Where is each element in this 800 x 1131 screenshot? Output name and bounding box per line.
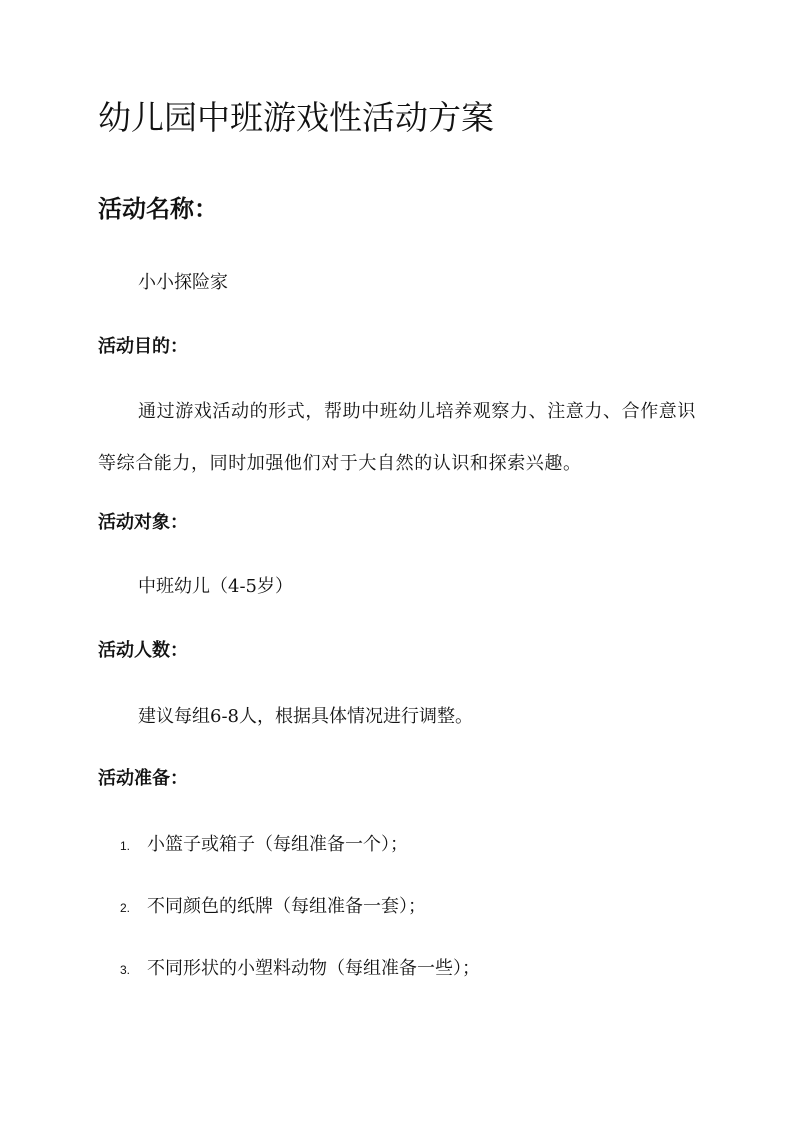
list-item-number: 3. xyxy=(120,963,131,977)
section-heading-activity-headcount: 活动人数： xyxy=(98,640,188,661)
list-item-text: 小篮子或箱子（每组准备一个）； xyxy=(147,834,408,855)
preparation-list-item xyxy=(120,956,480,982)
activity-target-text: 中班幼儿（4-5岁） xyxy=(138,576,293,597)
list-item-text: 不同形状的小塑料动物（每组准备一些）； xyxy=(147,958,480,979)
list-item-number: 2. xyxy=(120,901,131,915)
activity-purpose-text: 通过游戏活动的形式，帮助中班幼儿培养观察力、注意力、合作意识等综合能力，同时加强他们对于大自然的认识和探索兴趣。 xyxy=(98,401,696,474)
section-heading-activity-name: 活动名称： xyxy=(98,194,218,223)
section-heading-activity-preparation: 活动准备： xyxy=(98,768,188,789)
preparation-list-item xyxy=(120,832,408,858)
section-heading-activity-purpose: 活动目的： xyxy=(98,336,188,357)
list-item-text: 不同颜色的纸牌（每组准备一套）； xyxy=(147,896,426,917)
preparation-list-item xyxy=(120,894,426,920)
activity-name-text: 小小探险家 xyxy=(138,272,228,293)
list-item-number: 1. xyxy=(120,839,131,853)
document-title: 幼儿园中班游戏性活动方案 xyxy=(98,98,494,137)
activity-headcount-text: 建议每组6-8人，根据具体情况进行调整。 xyxy=(138,706,473,727)
section-heading-activity-target: 活动对象： xyxy=(98,512,188,533)
